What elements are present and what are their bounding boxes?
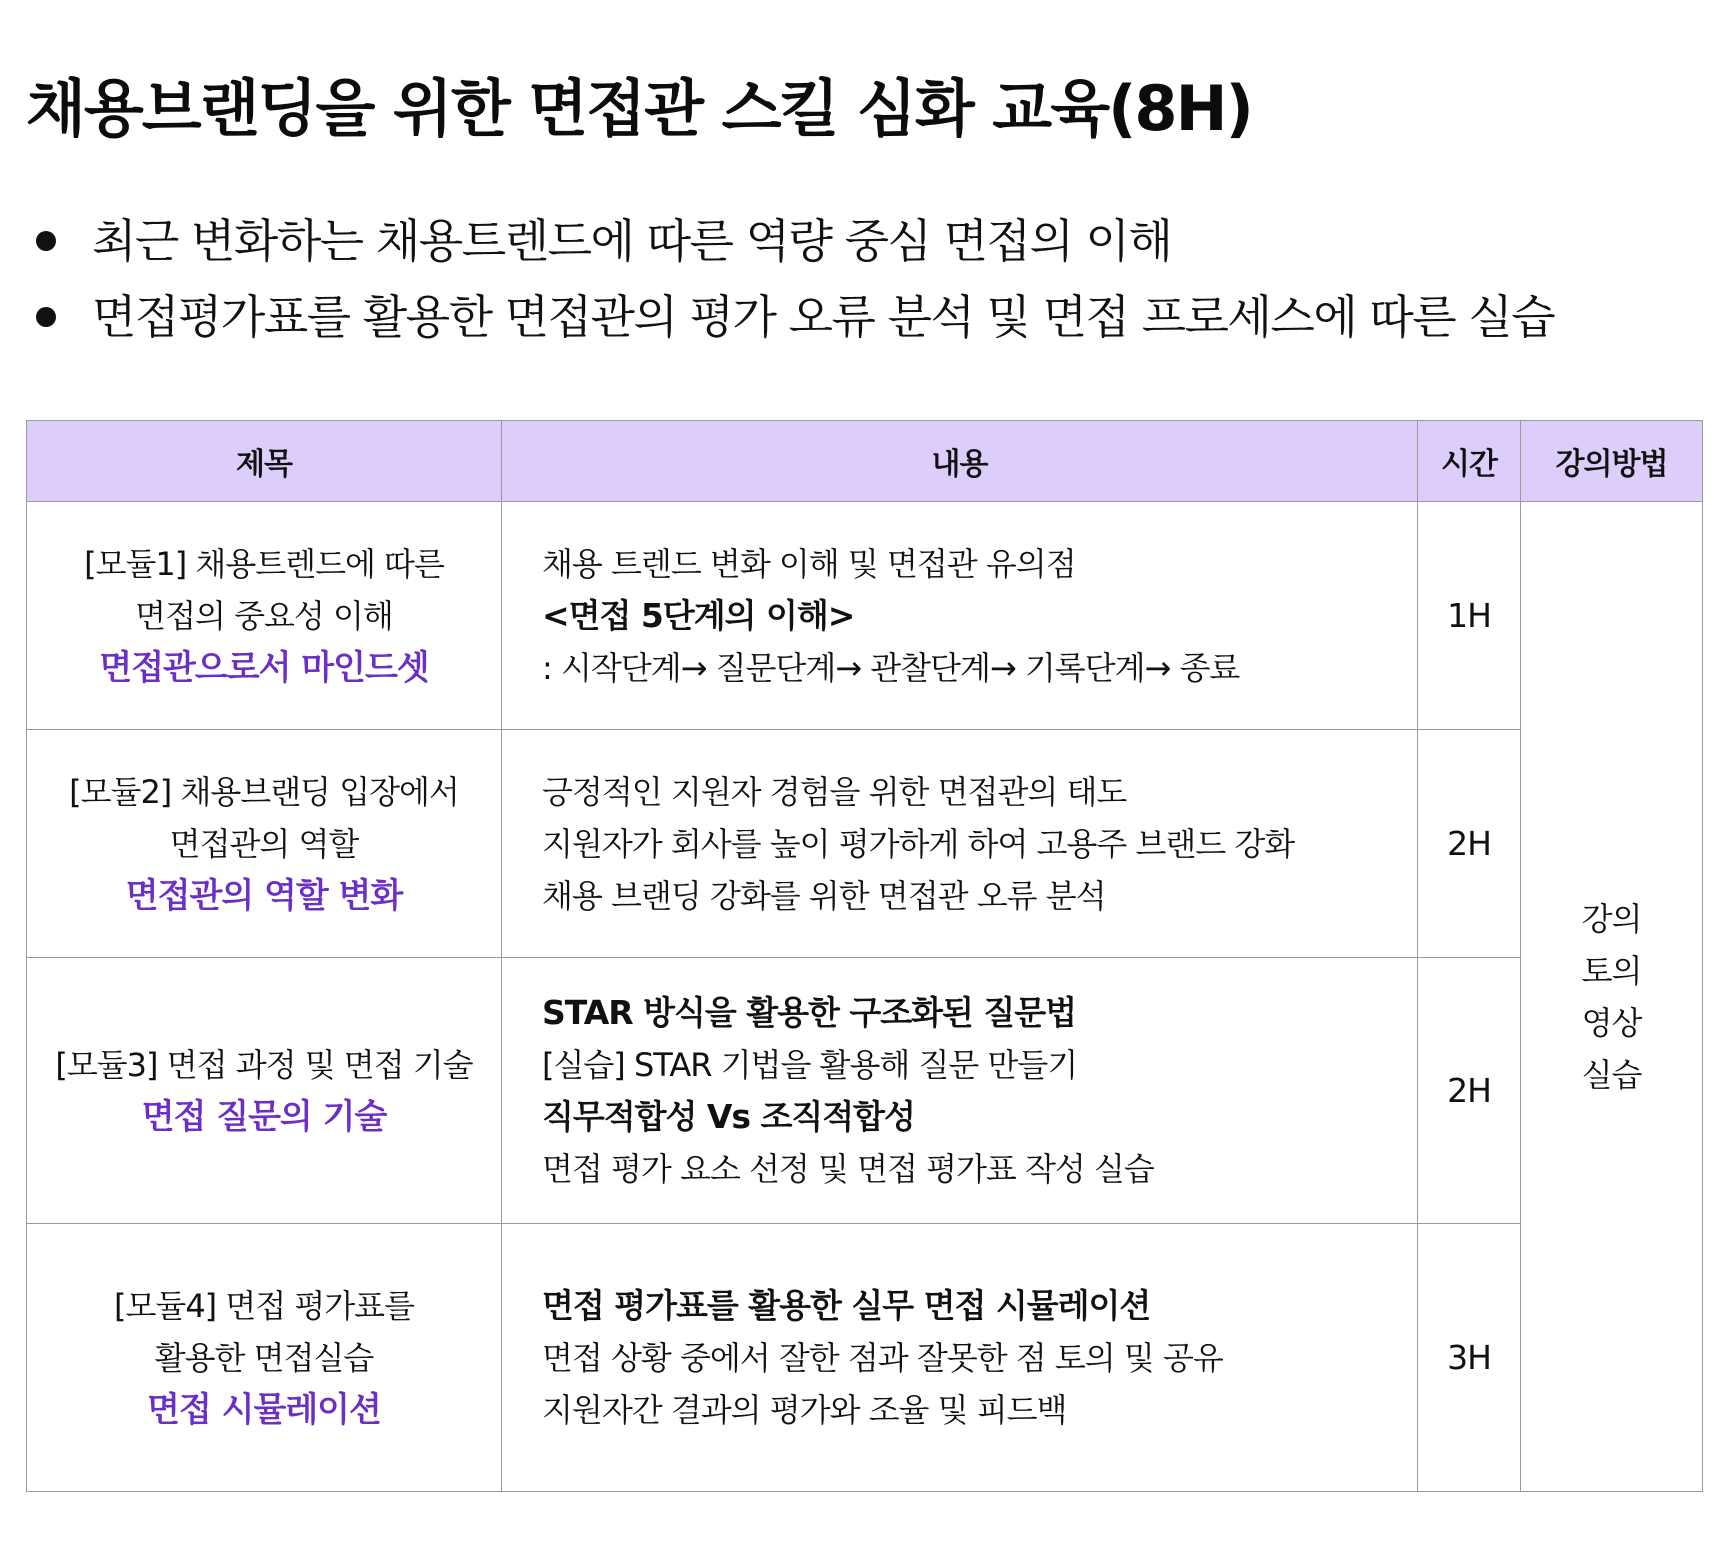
table-row — [27, 730, 1703, 958]
goal-text: 최근 변화하는 채용트렌드에 따른 역량 중심 면접의 이해 — [92, 214, 1172, 268]
method-line: 강의 — [1581, 899, 1642, 938]
table-header-row — [27, 421, 1703, 502]
module-subtitle: 면접관의 역할 변화 — [125, 875, 403, 916]
bullet-icon — [36, 231, 56, 251]
module-title-cell — [27, 730, 502, 958]
module-content-cell — [502, 730, 1418, 958]
content-line: 면접 상황 중에서 잘한 점과 잘못한 점 토의 및 공유 — [542, 1338, 1223, 1377]
content-line: <면접 5단계의 이해> — [542, 595, 855, 635]
module-time: 3H — [1418, 1224, 1521, 1492]
module-title-line: 면접관의 역할 — [169, 824, 359, 863]
goal-item — [26, 203, 1554, 279]
table-row — [27, 958, 1703, 1224]
module-time: 2H — [1418, 958, 1521, 1224]
content-line: 긍정적인 지원자 경험을 위한 면접관의 태도 — [542, 772, 1127, 811]
header-title: 제목 — [27, 421, 502, 502]
bullet-icon — [36, 307, 56, 327]
module-content-cell — [502, 502, 1418, 730]
module-content-cell — [502, 958, 1418, 1224]
goals-list — [26, 203, 1554, 355]
module-title-line: [모듈1] 채용트렌드에 따른 — [84, 544, 444, 583]
content-line: 채용 브랜딩 강화를 위한 면접관 오류 분석 — [542, 876, 1106, 915]
method-line: 실습 — [1581, 1055, 1642, 1094]
header-method: 강의방법 — [1521, 421, 1703, 502]
module-title-line: [모듈4] 면접 평가표를 — [114, 1286, 414, 1325]
content-line: 면접 평가 요소 선정 및 면접 평가표 작성 실습 — [542, 1149, 1154, 1188]
table-row — [27, 502, 1703, 730]
content-line: 직무적합성 Vs 조직적합성 — [542, 1096, 915, 1136]
module-content-cell — [502, 1224, 1418, 1492]
content-line: 지원자간 결과의 평가와 조율 및 피드백 — [542, 1390, 1067, 1429]
curriculum-table — [26, 420, 1703, 1492]
module-time: 2H — [1418, 730, 1521, 958]
table-row — [27, 1224, 1703, 1492]
goal-text: 면접평가표를 활용한 면접관의 평가 오류 분석 및 면접 프로세스에 따른 실습 — [92, 290, 1555, 344]
goal-item — [26, 279, 1554, 355]
module-title-line: [모듈3] 면접 과정 및 면접 기술 — [55, 1045, 473, 1084]
module-title-line: 활용한 면접실습 — [154, 1338, 374, 1377]
module-subtitle: 면접 시뮬레이션 — [147, 1389, 381, 1430]
content-line: STAR 방식을 활용한 구조화된 질문법 — [542, 992, 1077, 1032]
module-subtitle: 면접 질문의 기술 — [141, 1096, 387, 1137]
module-title-cell — [27, 502, 502, 730]
page-title: 채용브랜딩을 위한 면접관 스킬 심화 교육(8H) — [26, 72, 1252, 145]
method-line: 토의 — [1581, 951, 1642, 990]
method-line: 영상 — [1581, 1003, 1642, 1042]
module-title-line: [모듈2] 채용브랜딩 입장에서 — [69, 772, 459, 811]
module-title-cell — [27, 1224, 502, 1492]
content-line: 면접 평가표를 활용한 실무 면접 시뮬레이션 — [542, 1285, 1151, 1325]
module-title-cell — [27, 958, 502, 1224]
method-cell — [1521, 502, 1703, 1492]
content-line: 지원자가 회사를 높이 평가하게 하여 고용주 브랜드 강화 — [542, 824, 1295, 863]
content-line: 채용 트렌드 변화 이해 및 면접관 유의점 — [542, 544, 1076, 583]
header-time: 시간 — [1418, 421, 1521, 502]
content-line: : 시작단계→ 질문단계→ 관찰단계→ 기록단계→ 종료 — [542, 648, 1240, 687]
module-title-line: 면접의 중요성 이해 — [135, 596, 393, 635]
header-content: 내용 — [502, 421, 1418, 502]
content-line: [실습] STAR 기법을 활용해 질문 만들기 — [542, 1045, 1078, 1084]
module-time: 1H — [1418, 502, 1521, 730]
module-subtitle: 면접관으로서 마인드셋 — [99, 647, 429, 688]
